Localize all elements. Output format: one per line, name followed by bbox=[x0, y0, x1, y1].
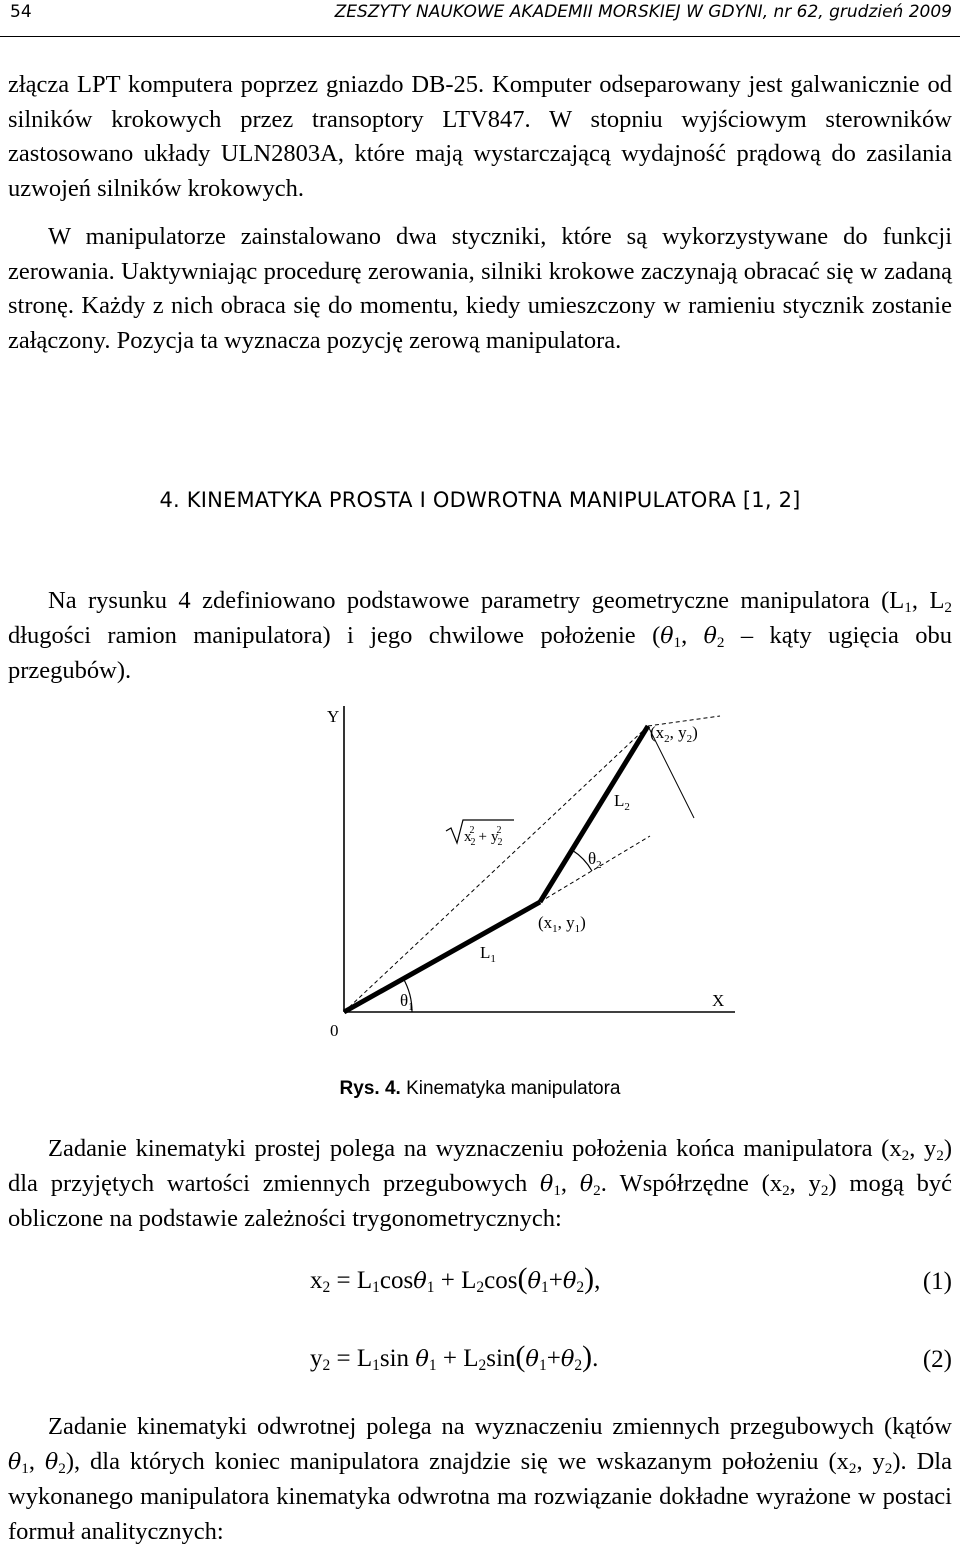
paragraph-1: złącza LPT komputera poprzez gniazdo DB-25. Komputer odseparowany jest galwanicznie od silników krokowych przez transoptory LTV847. W stopniu wyjściowym sterowników zastosowano układy ULN2803A, które mają wystarczającą wydajność prądową do zasilania uzwojeń silników krokowych. bbox=[8, 71, 952, 202]
kinematics-figure bbox=[300, 700, 740, 1050]
point1-label: ($x_1$, $y_1$) bbox=[538, 913, 586, 935]
link1-label: $L_1$ bbox=[480, 943, 496, 965]
x-axis-label: X bbox=[712, 991, 725, 1010]
equation-1-number: (1) bbox=[922, 1268, 952, 1295]
page-number: 54 bbox=[10, 2, 32, 22]
paragraph-2: W manipulatorze zainstalowano dwa styczniki, które są wykorzystywane do funkcji zerowania. Uaktywniając procedurę zerowania, silniki krokowe zaczynają obracać się w zadaną stronę. Każdy z nich obraca się do momentu, kiedy umieszczony w ramieniu stycznik zostanie załączony. Pozycja ta wyznacza pozycję zerową manipulatora. bbox=[8, 223, 952, 354]
equation-1: $x_2 = L_1\cos\theta_1 + L_2\cos(\theta_1+\theta_2)$, bbox=[310, 1262, 601, 1296]
link1-extension bbox=[540, 836, 650, 902]
theta2-label: $\theta_2$ bbox=[588, 849, 602, 871]
distance-line bbox=[344, 726, 648, 1012]
paragraph-4: Zadanie kinematyki prostej polega na wyznaczeniu położenia końca manipulatora ($x_2$, $y_2$) dla przyjętych wartości zmiennych przegubowych $\theta_1$, $\theta_2$. Współrzędne ($x_2$, $y_2$) mogą być obliczone na podstawie zależności trygonometrycznych: bbox=[8, 1135, 953, 1232]
section-title: 4. KINEMATYKA PROSTA I ODWROTNA MANIPULATORA [1, 2] bbox=[159, 488, 801, 512]
origin-label: 0 bbox=[330, 1021, 339, 1040]
journal-title: ZESZYTY NAUKOWE AKADEMII MORSKIEJ W GDYNI, nr 62, grudzień 2009 bbox=[334, 2, 952, 22]
paragraph-5: Zadanie kinematyki odwrotnej polega na wyznaczeniu zmiennych przegubowych (kątów $\theta_1$, $\theta_2$), dla których koniec manipulatora znajdzie się we wskazanym położeniu ($x_2$, $y_2$). Dla wykonanego manipulatora kinematyka odwrotna ma rozwiązanie dokładne wyrażone w postaci formuł analitycznych: bbox=[8, 1413, 952, 1545]
page-header bbox=[0, 0, 960, 37]
equation-2-number: (2) bbox=[922, 1346, 952, 1373]
link2-label: $L_2$ bbox=[614, 791, 630, 813]
paragraph-3: Na rysunku 4 zdefiniowano podstawowe parametry geometryczne manipulatora ($L_1$, $L_2$ długości ramion manipulatora) i jego chwilowe położenie ($\theta_1$, $\theta_2$ – kąty ugięcia obu przegubów). bbox=[8, 587, 953, 684]
theta1-label: $\theta_1$ bbox=[400, 991, 414, 1013]
y-axis-label: Y bbox=[327, 707, 340, 726]
point2-label: ($x_2$, $y_2$) bbox=[650, 723, 698, 745]
link-1 bbox=[344, 902, 540, 1012]
equation-2: $y_2 = L_1\sin$ $\theta_1 + L_2\sin(\theta_1+\theta_2)$. bbox=[310, 1340, 599, 1374]
sqrt-expression: x22 + y22 bbox=[464, 825, 503, 848]
figure-caption: Rys. 4. Kinematyka manipulatora bbox=[339, 1078, 621, 1099]
link-2 bbox=[540, 726, 648, 902]
